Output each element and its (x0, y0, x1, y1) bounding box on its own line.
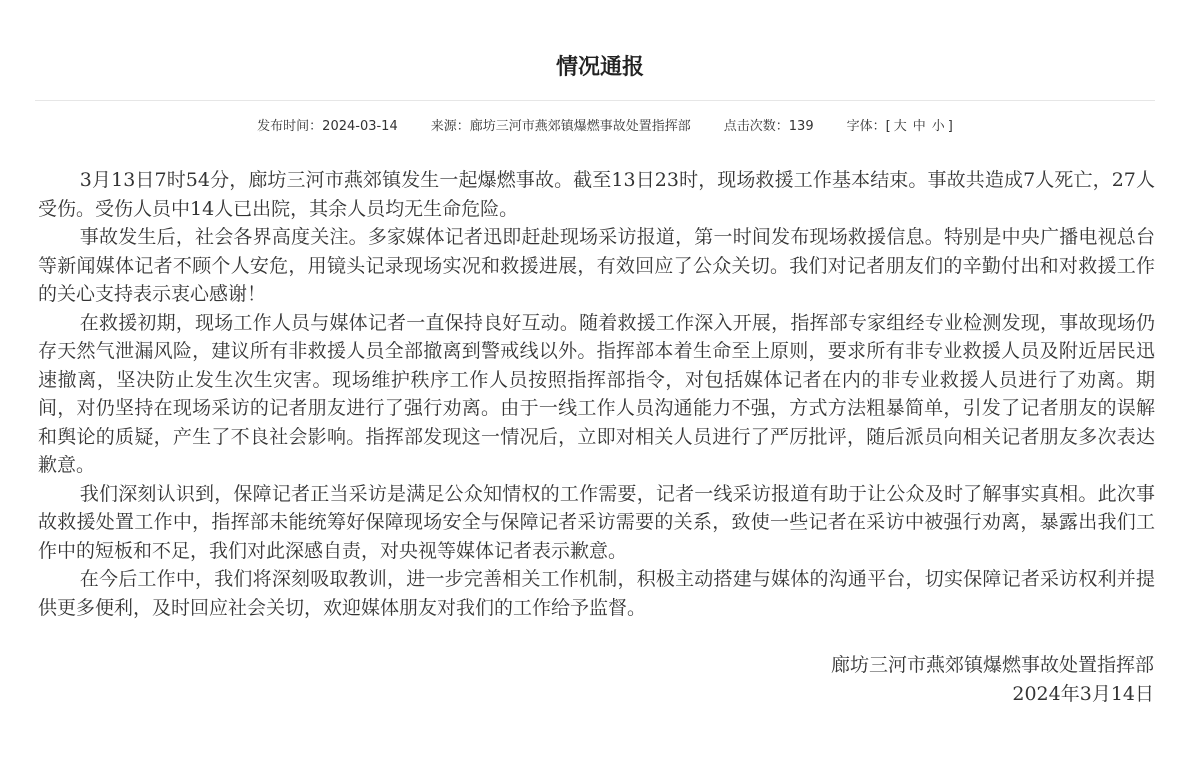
click-count-label: 点击次数： (723, 119, 789, 134)
source-label: 来源： (430, 119, 470, 134)
signature-block (831, 651, 1154, 709)
font-size-close-bracket: ] (947, 119, 953, 134)
article-meta (0, 118, 1200, 136)
font-size-open-bracket: [ (885, 119, 891, 134)
font-size-switcher (847, 118, 953, 136)
source (431, 118, 691, 136)
signature-date: 2024年3月14日 (1012, 683, 1154, 705)
publish-date-label: 发布时间： (257, 119, 323, 134)
publish-date (257, 118, 398, 136)
publish-date-value: 2024-03-14 (322, 119, 398, 134)
paragraph-4: 我们深刻认识到，保障记者正当采访是满足公众知情权的工作需要，记者一线采访报道有助于让公众及时了解事实真相。此次事故救援处置工作中，指挥部未能统筹好保障现场安全与保障记者采访需要的关系，致使一些记者在采访中被强行劝离，暴露出我们工作中的短板和不足，我们对此深感自责，对央视等媒体记者表示歉意。 (38, 482, 1155, 562)
paragraph-3: 在救援初期，现场工作人员与媒体记者一直保持良好互动。随着救援工作深入开展，指挥部专家组经专业检测发现，事故现场仍存天然气泄漏风险，建议所有非救援人员全部撤离到警戒线以外。指挥部本着生命至上原则，要求所有非专业救援人员及附近居民迅速撤离，坚决防止发生次生灾害。现场维护秩序工作人员按照指挥部指令，对包括媒体记者在内的非专业救援人员进行了劝离。期间，对仍坚持在现场采访的记者朋友进行了强行劝离。由于一线工作人员沟通能力不强，方式方法粗暴简单，引发了记者朋友的误解和舆论的质疑，产生了不良社会影响。指挥部发现这一情况后，立即对相关人员进行了严厉批评，随后派员向相关记者朋友多次表达歉意。 (38, 311, 1155, 476)
signature-organization: 廊坊三河市燕郊镇爆燃事故处置指挥部 (830, 654, 1154, 676)
font-size-small-link[interactable]: 小 (931, 119, 945, 134)
paragraph-1: 3月13日7时54分，廊坊三河市燕郊镇发生一起爆燃事故。截至13日23时，现场救援工作基本结束。事故共造成7人死亡，27人受伤。受伤人员中14人已出院，其余人员均无生命危险。 (38, 169, 1155, 220)
click-count (724, 118, 814, 136)
article-body (38, 166, 1155, 622)
paragraph-2: 事故发生后，社会各界高度关注。多家媒体记者迅即赶赴现场采访报道，第一时间发布现场救援信息。特别是中央广播电视总台等新闻媒体记者不顾个人安危，用镜头记录现场实况和救援进展，有效回应了公众关切。我们对记者朋友们的辛勤付出和对救援工作的关心支持表示衷心感谢！ (38, 226, 1155, 305)
font-size-large-link[interactable]: 大 (893, 119, 907, 134)
title-divider (35, 100, 1155, 101)
paragraph-5: 在今后工作中，我们将深刻吸取教训，进一步完善相关工作机制，积极主动搭建与媒体的沟通平台，切实保障记者采访权利并提供更多便利，及时回应社会关切，欢迎媒体朋友对我们的工作给予监督。 (38, 568, 1155, 619)
page-title: 情况通报 (555, 55, 644, 80)
font-size-medium-link[interactable]: 中 (912, 119, 926, 134)
click-count-value: 139 (788, 119, 814, 134)
font-size-label: 字体： (846, 119, 886, 134)
source-value: 廊坊三河市燕郊镇爆燃事故处置指挥部 (469, 119, 691, 134)
